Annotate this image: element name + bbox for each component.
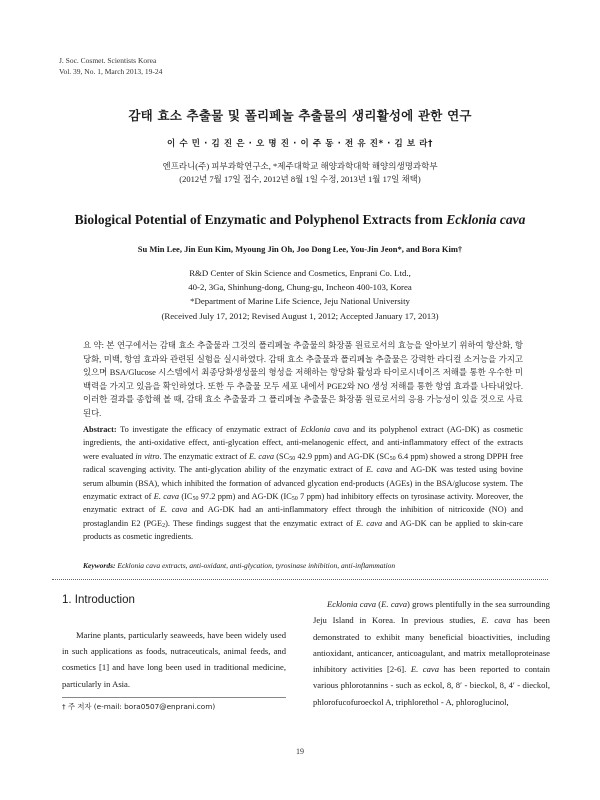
species-name: E. cava	[159, 505, 188, 515]
in-vitro-term: in vitro	[135, 451, 160, 461]
abstract-text: 97.2 ppm) and AG-DK (IC	[198, 492, 292, 502]
abstract-text: (SC	[274, 451, 290, 461]
korean-authors: 이 수 민 · 김 진 은 · 오 명 진 · 이 주 동 · 전 유 진* · 김 보 라†	[167, 139, 433, 149]
section-heading: 1. Introduction	[62, 594, 135, 606]
english-title	[0, 212, 600, 228]
species-name: E. cava	[249, 451, 275, 461]
affiliation-line-2: 40-2, 3Ga, Shinhung-dong, Chung-gu, Incheon 400-103, Korea	[188, 282, 412, 293]
footnote: † 주 저자 (e-mail: bora0507@enprani.com)	[62, 702, 216, 711]
species-name: E. cava	[381, 599, 408, 609]
footnote-divider	[62, 697, 286, 698]
affiliation-line-1: R&D Center of Skin Science and Cosmetics, Enprani Co. Ltd.,	[189, 268, 411, 278]
species-name: Ecklonia cava	[327, 599, 377, 609]
species-name: E. cava	[356, 518, 383, 528]
body-text: has been reported to contain various phlorotannins - such as eckol, 8, 8′ - bieckol, 8, 4′ - dieckol, phlorofucofuroeckol A, triphlorethol - A, phloroglucinol,	[313, 664, 550, 707]
abstract-text: and its polyphenol extract (AG-DK) as cosmetic ingredients, the anti-oxidative effect, anti-glycation effect, anti-melanogenic effect, and anti-inflammatory effect of the extracts were evaluated	[83, 425, 523, 461]
korean-title: 감태 효소 추출물 및 폴리페놀 추출물의 생리활성에 관한 연구	[128, 108, 472, 123]
left-column-paragraph: Marine plants, particularly seaweeds, have been widely used in such applications as foods, nutraceuticals, animal feeds, and cosmetics [1] and have long been used in traditional medicine, particularly in Asia.	[62, 630, 286, 689]
section-divider	[52, 579, 548, 580]
abstract-text: ). These findings suggest that the enzymatic extract of	[165, 518, 357, 528]
abstract-label: Abstract:	[83, 425, 117, 434]
species-name: E. cava	[153, 492, 179, 502]
abstract-text: . The enzymatic extract of	[159, 451, 250, 461]
english-authors: Su Min Lee, Jin Eun Kim, Myoung Jin Oh, Joo Dong Lee, You-Jin Jeon*, and Bora Kim†	[137, 244, 463, 254]
journal-volume: Vol. 39, No. 1, March 2013, 19-24	[59, 66, 163, 76]
abstract-text: 6.4 ppm) showed a strong DPPH free radical scavenging activity. The anti-glycation ability of the enzymatic extract of	[83, 451, 523, 475]
subscript: 50	[289, 455, 296, 462]
subscript: 50	[192, 496, 199, 503]
korean-dates: (2012년 7월 17일 접수, 2012년 8월 1일 수정, 2013년 1월 17일 채택)	[179, 174, 421, 184]
english-abstract	[83, 423, 523, 544]
journal-header	[59, 56, 162, 77]
abstract-text: and AG-DK was tested using bovine serum albumin (BSA), which inhibited the formation of advanced glycation end-products (AGEs) in the BSA/glucose system. The enzymatic extract of	[83, 465, 523, 502]
species-name: Ecklonia cava	[300, 425, 350, 434]
body-text: has been demonstrated to exhibit many beneficial bioactivities, including antioxidant, anticancer, anticoagulant, and matrix metalloproteinase inhibitory activities [2-6].	[313, 615, 550, 675]
body-text: ) grows plentifully in the sea surrounding Jeju Island in Korea. In previous studies,	[313, 599, 550, 626]
abstract-text: 42.9 ppm) and AG-DK (SC	[295, 451, 390, 461]
keywords	[83, 561, 523, 570]
subscript: 2	[162, 522, 166, 529]
korean-abstract: 요 약: 본 연구에서는 감태 효소 추출물과 그것의 폴리페놀 추출물의 화장품 원료로서의 효능을 알아보기 위하여 항산화, 항당화, 미백, 항염 효과와 관련된 실험을 실시하였다. 감태 효소 추출물과 폴리페놀 추출물은 강력한 라디컬 소거능을 가지고 있으며 BSA/Glucose 시스템에서 최종당화생성물의 형성을 저해하는 항당화 활성과 타이로시네이즈 저해를 통한 우수한 미백력을 가지고 있음을 확인하였다. 또한 두 추출물 모두 세포 내에서 PGE2와 NO 생성 저해를 통한 항염 효과를 나타내었다. 이러한 결과를 종합해 볼 때, 감태 효소 추출물과 그 폴리페놀 추출물은 화장품 원료로서의 응용 가능성이 있을 것으로 사료된다.	[83, 341, 523, 418]
abstract-text: 7 ppm) had inhibitory effects on tyrosinase activity. Moreover, the enzymatic extract of	[83, 492, 523, 515]
english-affiliation-block	[0, 266, 600, 323]
abstract-text: and AG-DK can be applied to skin-care products as cosmetic ingredients.	[83, 518, 523, 542]
right-column-paragraph	[313, 596, 550, 710]
english-title-species: Ecklonia cava	[446, 212, 526, 227]
species-name: E. cava	[481, 615, 511, 626]
korean-affiliation: 엔프라니(주) 피부과학연구소, *제주대학교 해양과학대학 해양의생명과학부	[162, 161, 438, 171]
abstract-text: To investigate the efficacy of enzymatic extract of	[116, 425, 301, 434]
korean-affiliation-block	[0, 160, 600, 186]
keywords-label: Keywords:	[83, 561, 116, 570]
species-name: E. cava	[366, 465, 393, 475]
subscript: 50	[389, 455, 396, 462]
body-text: (	[376, 599, 382, 609]
page-number: 19	[296, 747, 304, 756]
english-dates: (Received July 17, 2012; Revised August 1, 2012; Accepted January 17, 2013)	[161, 310, 439, 321]
journal-name: J. Soc. Cosmet. Scientists Korea	[59, 56, 157, 65]
subscript: 50	[291, 496, 298, 503]
affiliation-line-3: *Department of Marine Life Science, Jeju National University	[190, 296, 410, 307]
keywords-text: Ecklonia cava extracts, anti-oxidant, anti-glycation, tyrosinase inhibition, anti-inflammation	[115, 561, 396, 570]
abstract-text: (IC	[178, 492, 193, 502]
species-name: E. cava	[410, 664, 440, 675]
english-title-text: Biological Potential of Enzymatic and Polyphenol Extracts from	[74, 212, 447, 227]
abstract-text: and AG-DK had an anti-inflammatory effect through the inhibition of nitricoxide (NO) and prostaglandin E2 (PGE	[83, 505, 523, 528]
